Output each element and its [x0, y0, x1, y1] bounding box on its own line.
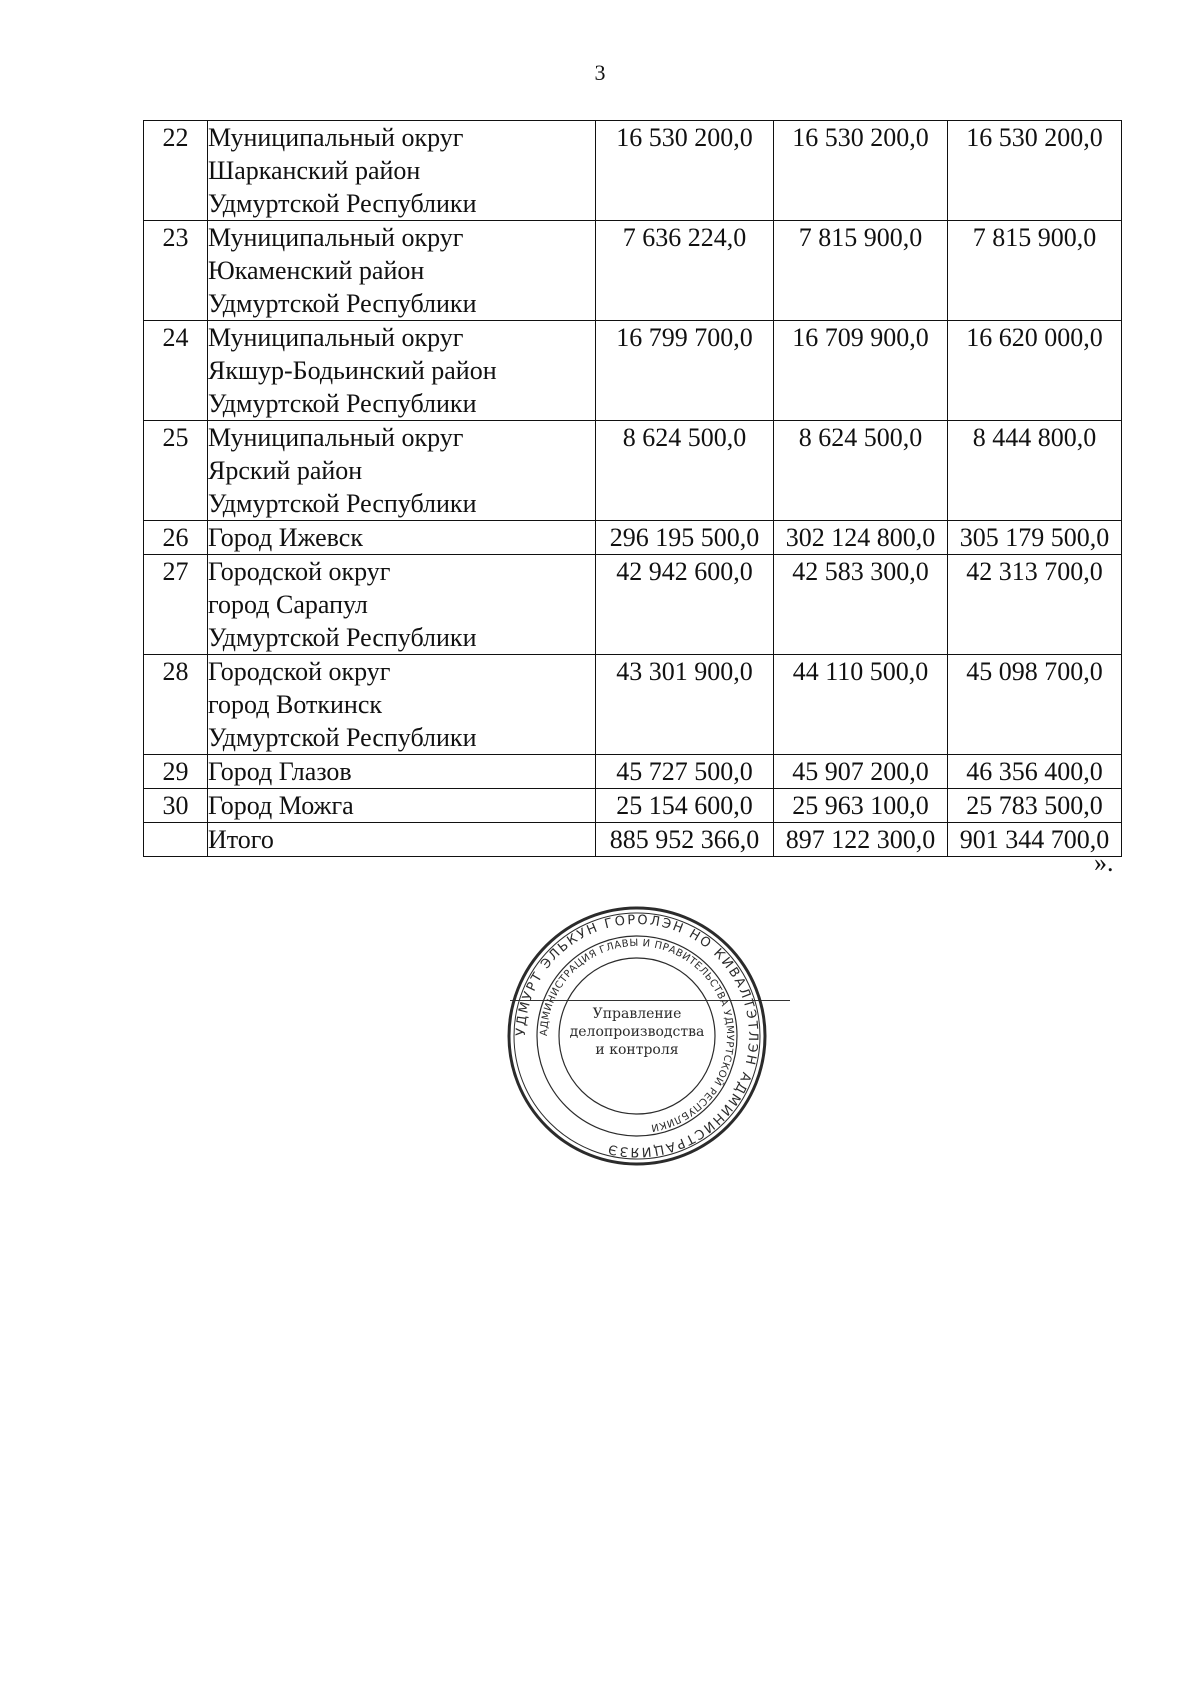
row-value-1: 7 636 224,0 — [596, 221, 774, 321]
row-number: 28 — [144, 655, 208, 755]
row-name-line: Муниципальный округ — [208, 323, 464, 352]
table-row — [144, 121, 1122, 221]
row-value-2: 302 124 800,0 — [774, 521, 948, 555]
table-row — [144, 555, 1122, 655]
row-name — [208, 221, 596, 321]
row-value-1: 16 799 700,0 — [596, 321, 774, 421]
row-name-line: Город Ижевск — [208, 523, 363, 552]
seal-outer-text: УДМУРТ ЭЛЬКУН ГОРОЛЭН НО КИВАЛТЭТЛЭН АДМИНИСТРАЦИЯЗЭ — [513, 912, 761, 1160]
seal-center-text — [570, 1006, 705, 1058]
row-name — [208, 321, 596, 421]
row-name-line: Якшур-Бодьинский район — [208, 356, 497, 385]
row-value-1: 885 952 366,0 — [596, 823, 774, 857]
row-name-line: Муниципальный округ — [208, 423, 464, 452]
row-value-3: 16 620 000,0 — [948, 321, 1122, 421]
row-name — [208, 789, 596, 823]
table-row — [144, 755, 1122, 789]
table-row — [144, 321, 1122, 421]
table-body — [144, 121, 1122, 857]
row-name — [208, 421, 596, 521]
row-name-line: Удмуртской Республики — [208, 289, 477, 318]
row-value-3: 8 444 800,0 — [948, 421, 1122, 521]
row-value-3: 305 179 500,0 — [948, 521, 1122, 555]
row-name-line: Город Глазов — [208, 757, 352, 786]
row-value-1: 25 154 600,0 — [596, 789, 774, 823]
table-row — [144, 789, 1122, 823]
row-name — [208, 555, 596, 655]
row-name-line: город Воткинск — [208, 690, 382, 719]
row-value-3: 42 313 700,0 — [948, 555, 1122, 655]
row-value-3: 46 356 400,0 — [948, 755, 1122, 789]
page-number: 3 — [594, 60, 606, 85]
row-value-3: 25 783 500,0 — [948, 789, 1122, 823]
row-name-line: Муниципальный округ — [208, 223, 464, 252]
row-value-2: 42 583 300,0 — [774, 555, 948, 655]
row-value-1: 8 624 500,0 — [596, 421, 774, 521]
row-number: 23 — [144, 221, 208, 321]
seal-center-line: и контроля — [595, 1042, 679, 1058]
row-number: 26 — [144, 521, 208, 555]
row-name — [208, 521, 596, 555]
row-value-1: 16 530 200,0 — [596, 121, 774, 221]
row-value-2: 45 907 200,0 — [774, 755, 948, 789]
row-name — [208, 823, 596, 857]
row-name-line: Городской округ — [208, 657, 391, 686]
row-name-line: Город Можга — [208, 791, 354, 820]
table-row — [144, 521, 1122, 555]
row-name-line: Муниципальный округ — [208, 123, 464, 152]
row-value-2: 897 122 300,0 — [774, 823, 948, 857]
row-name-line: Юкаменский район — [208, 256, 425, 285]
table-row — [144, 655, 1122, 755]
row-number: 27 — [144, 555, 208, 655]
row-number: 29 — [144, 755, 208, 789]
seal-center-line: Управление — [592, 1006, 682, 1022]
row-value-2: 8 624 500,0 — [774, 421, 948, 521]
row-name-line: Удмуртской Республики — [208, 189, 477, 218]
row-number: 22 — [144, 121, 208, 221]
row-number: 24 — [144, 321, 208, 421]
row-value-1: 42 942 600,0 — [596, 555, 774, 655]
row-name — [208, 655, 596, 755]
row-number — [144, 823, 208, 857]
row-name-line: Удмуртской Республики — [208, 489, 477, 518]
row-name-line: Шарканский район — [208, 156, 421, 185]
row-value-2: 16 530 200,0 — [774, 121, 948, 221]
row-value-1: 296 195 500,0 — [596, 521, 774, 555]
row-name-line: Ярский район — [208, 456, 363, 485]
row-name-line: Удмуртской Республики — [208, 723, 477, 752]
table-row — [144, 421, 1122, 521]
row-name-line: Итого — [208, 825, 274, 854]
row-value-2: 7 815 900,0 — [774, 221, 948, 321]
row-value-3: 901 344 700,0 — [948, 823, 1122, 857]
row-value-1: 43 301 900,0 — [596, 655, 774, 755]
seal-inner-text: АДМИНИСТРАЦИЯ ГЛАВЫ И ПРАВИТЕЛЬСТВА УДМУРТСКОЙ РЕСПУБЛИКИ — [538, 937, 736, 1133]
row-name — [208, 755, 596, 789]
row-value-3: 16 530 200,0 — [948, 121, 1122, 221]
row-name-line: Городской округ — [208, 557, 391, 586]
official-seal — [506, 905, 768, 1167]
row-value-2: 16 709 900,0 — [774, 321, 948, 421]
row-name — [208, 121, 596, 221]
row-value-3: 7 815 900,0 — [948, 221, 1122, 321]
row-value-3: 45 098 700,0 — [948, 655, 1122, 755]
closing-quote: ». — [1094, 848, 1114, 877]
row-number: 30 — [144, 789, 208, 823]
table-row — [144, 823, 1122, 857]
row-name-line: город Сарапул — [208, 590, 368, 619]
row-value-1: 45 727 500,0 — [596, 755, 774, 789]
row-name-line: Удмуртской Республики — [208, 623, 477, 652]
row-value-2: 44 110 500,0 — [774, 655, 948, 755]
table-row — [144, 221, 1122, 321]
row-name-line: Удмуртской Республики — [208, 389, 477, 418]
row-number: 25 — [144, 421, 208, 521]
budget-table — [143, 120, 1122, 857]
row-value-2: 25 963 100,0 — [774, 789, 948, 823]
seal-center-line: делопроизводства — [569, 1024, 705, 1040]
